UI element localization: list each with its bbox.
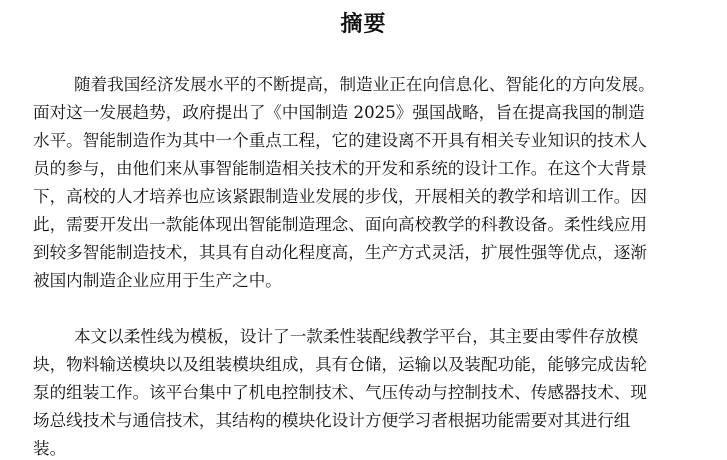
paragraph-1-line-8: 被国内制造企业应用于生产之中。: [33, 271, 282, 290]
paragraph-1-line-3: 水平。智能制造作为其中一个重点工程，它的建设离不开具有相关专业知识的技术人: [33, 131, 647, 150]
paragraph-1-line-5: 下，高校的人才培养也应该紧跟制造业发展的步伐，开展相关的教学和培训工作。因: [33, 187, 647, 206]
paragraph-1-line-7: 到较多智能制造技术，其具有自动化程度高，生产方式灵活，扩展性强等优点，逐渐: [33, 243, 647, 262]
paragraph-2-line-2: 块，物料输送模块以及组装模块组成，具有仓储，运输以及装配功能，能够完成齿轮: [33, 355, 647, 374]
paragraph-1-line-6: 此，需要开发出一款能体现出智能制造理念、面向高校教学的科教设备。柔性线应用: [33, 215, 647, 234]
paragraph-2-line-3: 泵的组装工作。该平台集中了机电控制技术、气压传动与控制技术、传感器技术、现: [33, 383, 647, 402]
paragraph-2-line-1: 本文以柔性线为模板，设计了一款柔性装配线教学平台，其主要由零件存放模: [74, 327, 639, 346]
paragraph-1-line-1: 随着我国经济发展水平的不断提高，制造业正在向信息化、智能化的方向发展。: [74, 75, 655, 94]
paragraph-1-line-4: 员的参与，由他们来从事智能制造相关技术的开发和系统的设计工作。在这个大背景: [33, 159, 647, 178]
abstract-title: 摘要: [340, 12, 387, 37]
paragraph-1-line-2: 面对这一发展趋势，政府提出了《中国制造 2025》强国战略，旨在提高我国的制造: [33, 103, 645, 122]
paragraph-2-line-5: 装。: [33, 439, 67, 458]
paragraph-2-line-4: 场总线技术与通信技术，其结构的模块化设计方便学习者根据功能需要对其进行组: [33, 411, 631, 430]
